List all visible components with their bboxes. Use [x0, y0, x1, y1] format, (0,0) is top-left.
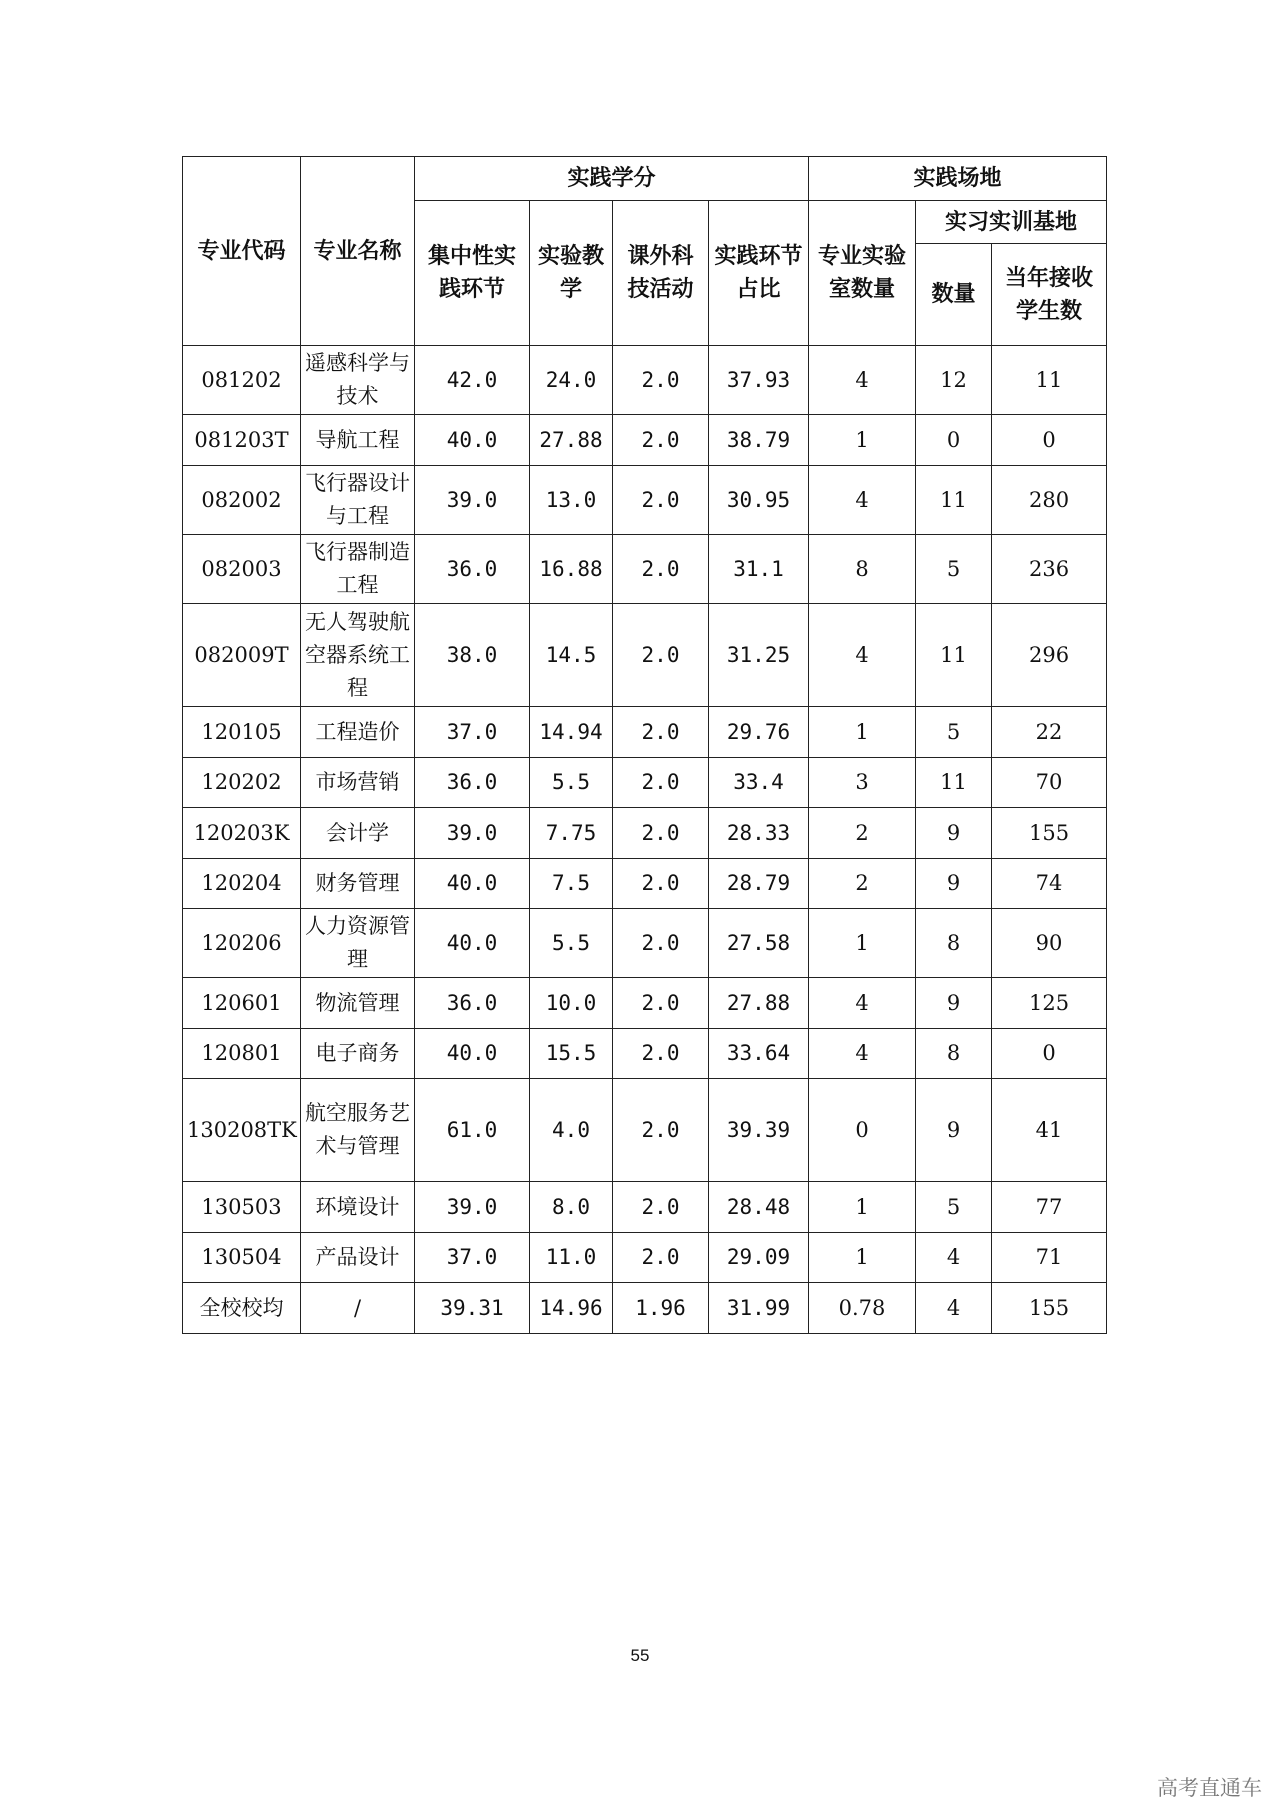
table-row	[183, 1029, 1107, 1079]
row-name: 产品设计	[301, 1233, 415, 1283]
row-ratio: 33.64	[709, 1029, 809, 1079]
row-bases: 4	[916, 1283, 992, 1334]
row-name: 遥感科学与技术	[301, 346, 415, 415]
row-ratio: 29.09	[709, 1233, 809, 1283]
row-lab: 16.88	[530, 535, 613, 604]
row-bases: 9	[916, 978, 992, 1029]
row-ratio: 31.25	[709, 604, 809, 707]
row-focused: 37.0	[415, 1233, 530, 1283]
row-focused: 38.0	[415, 604, 530, 707]
row-extra: 2.0	[613, 707, 709, 758]
row-ratio: 31.99	[709, 1283, 809, 1334]
row-extra: 2.0	[613, 346, 709, 415]
row-bases: 11	[916, 466, 992, 535]
row-labs: 1	[809, 1233, 916, 1283]
row-lab: 14.96	[530, 1283, 613, 1334]
row-code: 120203K	[183, 808, 301, 859]
row-name: 导航工程	[301, 415, 415, 466]
row-focused: 42.0	[415, 346, 530, 415]
row-lab: 5.5	[530, 758, 613, 808]
row-extra: 2.0	[613, 808, 709, 859]
row-name: 人力资源管理	[301, 909, 415, 978]
row-focused: 40.0	[415, 415, 530, 466]
row-code: 120601	[183, 978, 301, 1029]
row-lab: 14.94	[530, 707, 613, 758]
row-focused: 40.0	[415, 909, 530, 978]
row-focused: 39.0	[415, 808, 530, 859]
header-ratio: 实践环节占比	[709, 201, 809, 346]
row-extra: 2.0	[613, 758, 709, 808]
table-row	[183, 1233, 1107, 1283]
row-extra: 2.0	[613, 604, 709, 707]
table-row	[183, 466, 1107, 535]
row-lab: 24.0	[530, 346, 613, 415]
row-focused: 40.0	[415, 859, 530, 909]
row-code: 130503	[183, 1182, 301, 1233]
row-code: 120801	[183, 1029, 301, 1079]
header-labs-count: 专业实验室数量	[809, 201, 916, 346]
table-row	[183, 859, 1107, 909]
row-extra: 2.0	[613, 415, 709, 466]
row-bases: 11	[916, 758, 992, 808]
row-extra: 2.0	[613, 535, 709, 604]
row-ratio: 27.58	[709, 909, 809, 978]
row-ratio: 28.33	[709, 808, 809, 859]
row-focused: 39.31	[415, 1283, 530, 1334]
row-labs: 0.78	[809, 1283, 916, 1334]
row-name: 环境设计	[301, 1182, 415, 1233]
row-students: 280	[992, 466, 1107, 535]
row-bases: 8	[916, 1029, 992, 1079]
row-focused: 37.0	[415, 707, 530, 758]
row-labs: 4	[809, 346, 916, 415]
row-lab: 14.5	[530, 604, 613, 707]
row-name: 航空服务艺术与管理	[301, 1079, 415, 1182]
row-code: 081202	[183, 346, 301, 415]
row-name: 市场营销	[301, 758, 415, 808]
row-ratio: 33.4	[709, 758, 809, 808]
table-row	[183, 707, 1107, 758]
table-row	[183, 808, 1107, 859]
row-name: 飞行器设计与工程	[301, 466, 415, 535]
row-labs: 4	[809, 604, 916, 707]
row-labs: 1	[809, 415, 916, 466]
row-lab: 10.0	[530, 978, 613, 1029]
header-base-count: 数量	[916, 244, 992, 346]
row-students: 155	[992, 808, 1107, 859]
row-name: 无人驾驶航空器系统工程	[301, 604, 415, 707]
table-row	[183, 758, 1107, 808]
row-ratio: 28.48	[709, 1182, 809, 1233]
row-code: 120204	[183, 859, 301, 909]
row-lab: 11.0	[530, 1233, 613, 1283]
row-focused: 36.0	[415, 978, 530, 1029]
row-name: /	[301, 1283, 415, 1334]
row-extra: 2.0	[613, 1233, 709, 1283]
row-labs: 1	[809, 1182, 916, 1233]
row-ratio: 37.93	[709, 346, 809, 415]
row-labs: 4	[809, 978, 916, 1029]
header-code: 专业代码	[183, 157, 301, 346]
table-row	[183, 978, 1107, 1029]
row-students: 74	[992, 859, 1107, 909]
table-row	[183, 1182, 1107, 1233]
row-students: 155	[992, 1283, 1107, 1334]
row-lab: 8.0	[530, 1182, 613, 1233]
row-focused: 39.0	[415, 1182, 530, 1233]
row-students: 71	[992, 1233, 1107, 1283]
header-site-group: 实践场地	[809, 157, 1107, 201]
table-row	[183, 909, 1107, 978]
row-labs: 1	[809, 707, 916, 758]
header-students: 当年接收学生数	[992, 244, 1107, 346]
row-bases: 9	[916, 1079, 992, 1182]
row-ratio: 29.76	[709, 707, 809, 758]
table-row	[183, 535, 1107, 604]
row-name: 电子商务	[301, 1029, 415, 1079]
row-code: 130208TK	[183, 1079, 301, 1182]
row-code: 082002	[183, 466, 301, 535]
page-number: 55	[630, 1646, 650, 1665]
row-focused: 36.0	[415, 535, 530, 604]
row-code: 082009T	[183, 604, 301, 707]
row-labs: 4	[809, 1029, 916, 1079]
row-students: 296	[992, 604, 1107, 707]
row-students: 70	[992, 758, 1107, 808]
row-bases: 0	[916, 415, 992, 466]
table-row	[183, 346, 1107, 415]
row-name: 会计学	[301, 808, 415, 859]
row-ratio: 30.95	[709, 466, 809, 535]
header-credits-group: 实践学分	[415, 157, 809, 201]
row-bases: 4	[916, 1233, 992, 1283]
header-extra: 课外科技活动	[613, 201, 709, 346]
row-name: 财务管理	[301, 859, 415, 909]
row-lab: 27.88	[530, 415, 613, 466]
row-extra: 2.0	[613, 1182, 709, 1233]
row-code: 120105	[183, 707, 301, 758]
row-lab: 5.5	[530, 909, 613, 978]
header-lab: 实验教学	[530, 201, 613, 346]
row-students: 236	[992, 535, 1107, 604]
row-students: 0	[992, 415, 1107, 466]
row-students: 0	[992, 1029, 1107, 1079]
row-code: 082003	[183, 535, 301, 604]
row-extra: 2.0	[613, 466, 709, 535]
watermark: 高考直通车	[1157, 1776, 1262, 1800]
row-focused: 61.0	[415, 1079, 530, 1182]
practice-credits-table	[182, 156, 1107, 1334]
row-name: 工程造价	[301, 707, 415, 758]
row-labs: 2	[809, 859, 916, 909]
row-bases: 11	[916, 604, 992, 707]
header-name: 专业名称	[301, 157, 415, 346]
row-labs: 1	[809, 909, 916, 978]
table-row	[183, 1079, 1107, 1182]
row-bases: 8	[916, 909, 992, 978]
row-focused: 36.0	[415, 758, 530, 808]
row-lab: 7.75	[530, 808, 613, 859]
row-labs: 0	[809, 1079, 916, 1182]
row-bases: 5	[916, 535, 992, 604]
row-bases: 9	[916, 859, 992, 909]
row-extra: 2.0	[613, 1029, 709, 1079]
row-ratio: 39.39	[709, 1079, 809, 1182]
table-row	[183, 604, 1107, 707]
row-extra: 2.0	[613, 909, 709, 978]
row-labs: 8	[809, 535, 916, 604]
row-lab: 15.5	[530, 1029, 613, 1079]
row-bases: 5	[916, 1182, 992, 1233]
row-name: 物流管理	[301, 978, 415, 1029]
row-extra: 2.0	[613, 978, 709, 1029]
row-students: 11	[992, 346, 1107, 415]
row-students: 41	[992, 1079, 1107, 1182]
row-focused: 40.0	[415, 1029, 530, 1079]
row-labs: 2	[809, 808, 916, 859]
row-extra: 1.96	[613, 1283, 709, 1334]
row-code: 120202	[183, 758, 301, 808]
row-focused: 39.0	[415, 466, 530, 535]
row-extra: 2.0	[613, 1079, 709, 1182]
row-students: 22	[992, 707, 1107, 758]
table-row	[183, 415, 1107, 466]
row-students: 90	[992, 909, 1107, 978]
row-lab: 7.5	[530, 859, 613, 909]
row-labs: 3	[809, 758, 916, 808]
row-lab: 4.0	[530, 1079, 613, 1182]
row-ratio: 31.1	[709, 535, 809, 604]
row-ratio: 27.88	[709, 978, 809, 1029]
row-code: 全校校均	[183, 1283, 301, 1334]
row-bases: 5	[916, 707, 992, 758]
row-code: 120206	[183, 909, 301, 978]
table-row	[183, 1283, 1107, 1334]
row-extra: 2.0	[613, 859, 709, 909]
row-students: 77	[992, 1182, 1107, 1233]
header-focused: 集中性实践环节	[415, 201, 530, 346]
row-bases: 9	[916, 808, 992, 859]
row-ratio: 38.79	[709, 415, 809, 466]
header-base-group: 实习实训基地	[916, 201, 1107, 244]
row-ratio: 28.79	[709, 859, 809, 909]
row-students: 125	[992, 978, 1107, 1029]
row-name: 飞行器制造工程	[301, 535, 415, 604]
row-code: 081203T	[183, 415, 301, 466]
row-labs: 4	[809, 466, 916, 535]
row-lab: 13.0	[530, 466, 613, 535]
row-code: 130504	[183, 1233, 301, 1283]
row-bases: 12	[916, 346, 992, 415]
